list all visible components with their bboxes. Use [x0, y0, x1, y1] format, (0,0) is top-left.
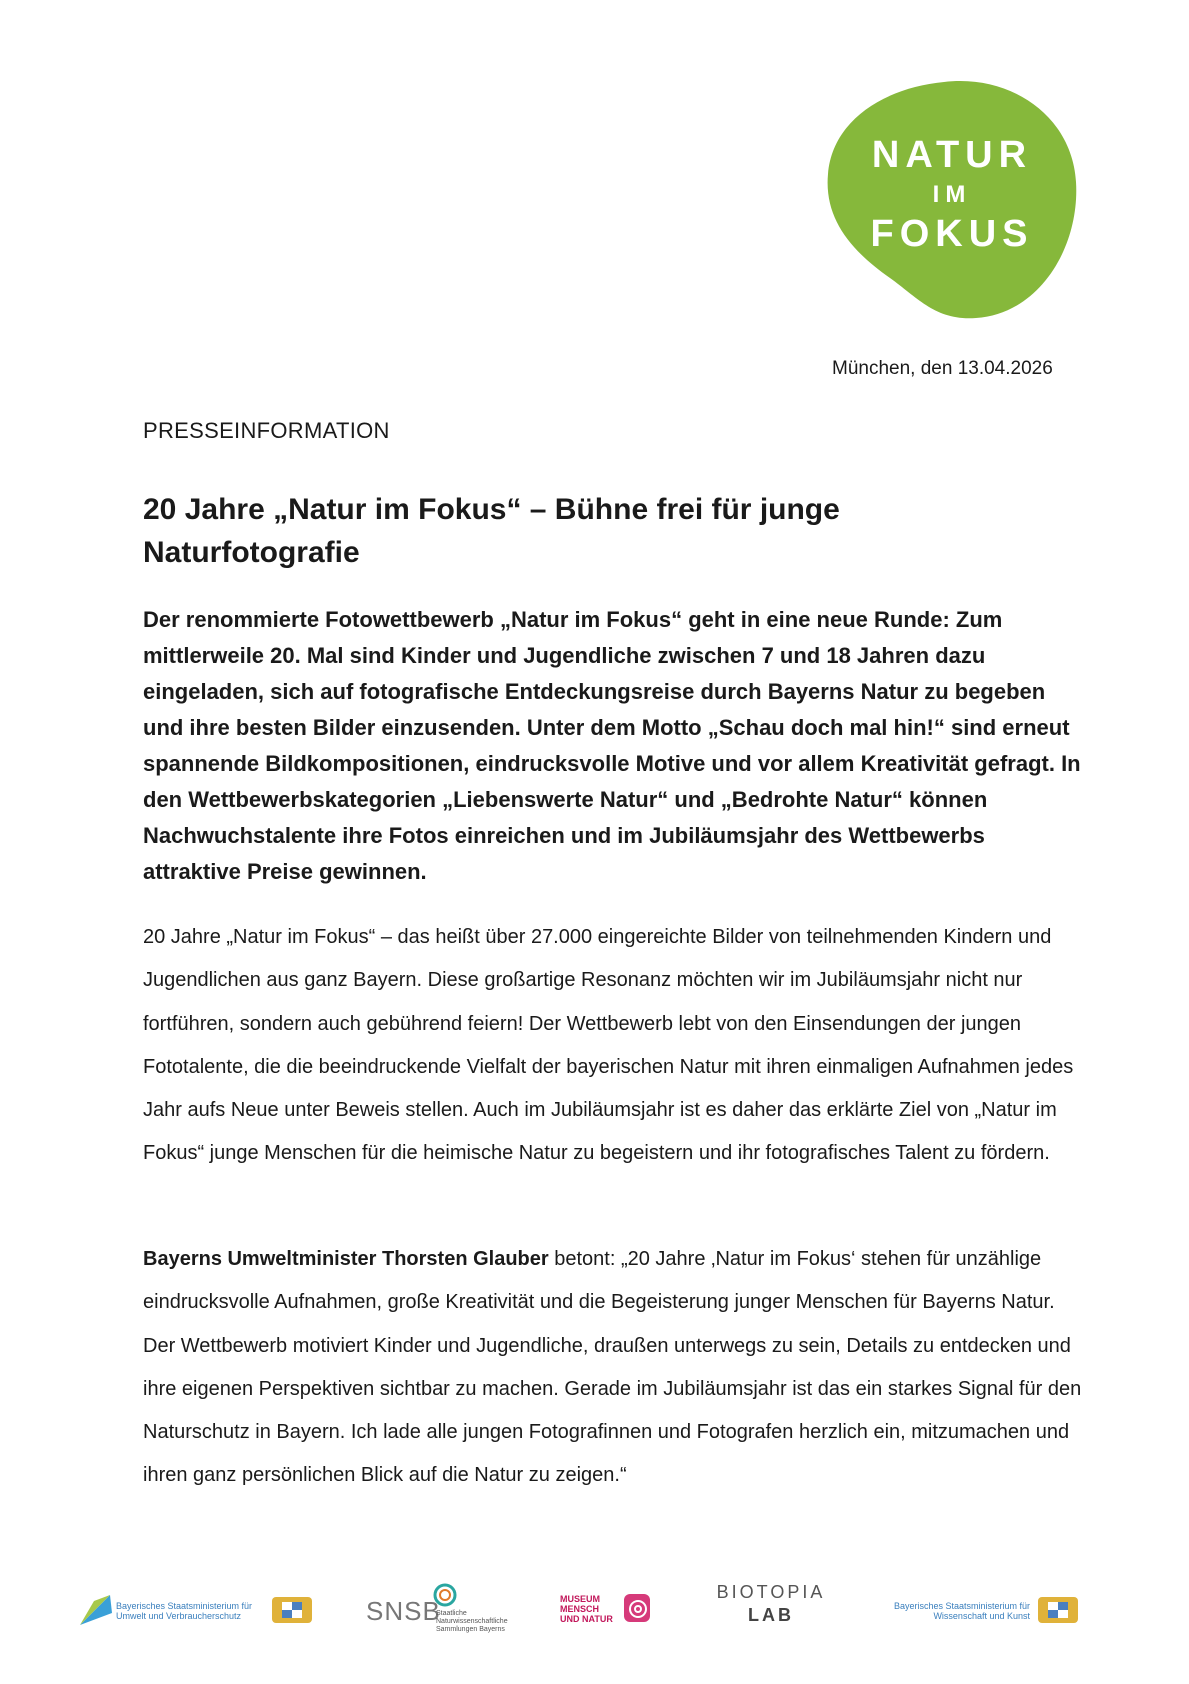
biotopia-lab-label: LAB	[748, 1605, 794, 1625]
snsb-name-line3: Sammlungen Bayerns	[436, 1626, 505, 1633]
museum-mensch-und-natur-logo	[560, 1592, 660, 1628]
stmuv-name-line1: Bayerisches Staatsministerium für	[116, 1601, 253, 1611]
museum-name-line3: UND NATUR	[560, 1614, 613, 1624]
museum-name-line2: MENSCH	[560, 1604, 600, 1614]
bavarian-coat-of-arms-icon	[1034, 1595, 1082, 1625]
bavarian-coat-of-arms-icon	[268, 1595, 316, 1625]
snsb-logo	[366, 1582, 516, 1632]
snsb-abbreviation: SNSB	[366, 1596, 441, 1626]
stmwk-name-line2: Wissenschaft und Kunst	[933, 1611, 1030, 1621]
body-paragraph-2	[143, 1238, 1088, 1498]
body-paragraph-1: 20 Jahre „Natur im Fokus“ – das heißt über 27.000 eingereichte Bilder von teilnehmenden Kindern und Jugendlichen aus ganz Bayern. Diese großartige Resonanz möchten wir im Jubiläumsjahr nicht nur fortführen, sondern auch gebührend feiern! Der Wettbewerb lebt von den Einsendungen der jungen Fototalente, die die beeindruckende Vielfalt der bayerischen Natur mit ihren einmaligen Aufnahmen jedes Jahr aufs Neue unter Beweis stellen. Auch im Jubiläumsjahr ist es daher das erklärte Ziel von „Natur im Fokus“ junge Menschen für die heimische Natur zu begeistern und ihr fotografisches Talent zu fördern.	[143, 926, 1074, 1165]
date-line: München, den 13.04.2026	[832, 358, 1053, 379]
snsb-ring-icon	[432, 1582, 458, 1608]
headline: 20 Jahre „Natur im Fokus“ – Bühne frei für junge Naturfotografie	[143, 493, 840, 569]
stmuv-name-line2: Umwelt und Verbraucherschutz	[116, 1611, 242, 1621]
stmwk-logo	[880, 1592, 1090, 1628]
biotopia-lab-logo	[706, 1582, 836, 1632]
lead-paragraph: Der renommierte Fotowettbewerb „Natur im Fokus“ geht in eine neue Runde: Zum mittlerweile 20. Mal sind Kinder und Jugendliche zwischen 7 und 18 Jahren dazu eingeladen, sich auf fotografische Entdeckungsreise durch Bayerns Natur zu begeben und ihre besten Bilder einzusenden. Unter dem Motto „Schau doch mal hin!“ sind erneut spannende Bildkompositionen, eindrucksvolle Motive und vor allem Kreativität gefragt. In den Wettbewerbskategorien „Liebenswerte Natur“ und „Bedrohte Natur“ können Nachwuchstalente ihre Fotos einreichen und im Jubiläumsjahr des Wettbewerbs attraktive Preise gewinnen.	[143, 607, 1081, 884]
stmuv-logo	[80, 1592, 330, 1628]
logo-line2: IM	[932, 181, 972, 208]
logo-line1: NATUR	[871, 134, 1033, 176]
document-type-label: PRESSEINFORMATION	[143, 418, 390, 443]
stmwk-name-line1: Bayerisches Staatsministerium für	[893, 1601, 1030, 1611]
logo-blob	[826, 78, 1078, 320]
stmuv-leaf-icon	[80, 1595, 112, 1625]
biotopia-name: BIOTOPIA	[716, 1582, 826, 1602]
snsb-name-line2: Naturwissenschaftliche	[436, 1618, 508, 1625]
partner-logo-footer	[0, 1570, 1189, 1640]
quote-speaker: Bayerns Umweltminister Thorsten Glauber	[143, 1248, 549, 1270]
natur-im-fokus-logo	[826, 78, 1078, 320]
museum-snail-icon	[622, 1592, 652, 1624]
quote-text: betont: „20 Jahre ‚Natur im Fokus‘ stehen für unzählige eindrucksvolle Aufnahmen, große Kreativität und die Begeisterung junger Menschen für Bayerns Natur. Der Wettbewerb motiviert Kinder und Jugendliche, draußen unterwegs zu sein, Details zu entdecken und ihre eigenen Perspektiven sichtbar zu machen. Gerade im Jubiläumsjahr ist das ein starkes Signal für den Naturschutz in Bayern. Ich lade alle jungen Fotografinnen und Fotografen herzlich ein, mitzumachen und ihren ganz persönlichen Blick auf die Natur zu zeigen.“	[143, 1248, 1082, 1487]
snsb-name-line1: Staatliche	[436, 1610, 467, 1617]
logo-line3: FOKUS	[870, 213, 1034, 255]
museum-name-line1: MUSEUM	[560, 1594, 600, 1604]
